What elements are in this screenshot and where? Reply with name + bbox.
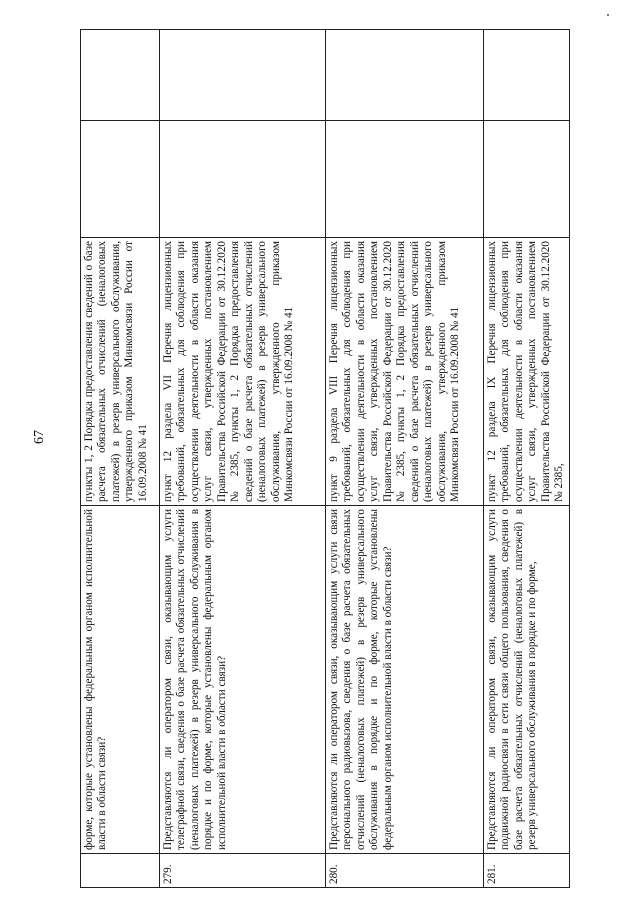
answer-cell xyxy=(160,121,326,238)
note-cell xyxy=(160,30,326,121)
answer-cell xyxy=(484,121,570,238)
page-number: 67 xyxy=(32,430,47,444)
note-cell xyxy=(326,30,484,121)
table-row xyxy=(81,30,160,888)
checklist-table xyxy=(80,29,570,888)
row-number: 281. xyxy=(484,854,570,888)
row-number xyxy=(81,854,160,888)
question-cell: Представляются ли оператором связи, оказывающим услуги телеграфной связи, сведения о базе расчета обязательных отчислений (неналоговых платежей) в резерв универсального обслуживания в порядке и по форме, которые установлены федеральным органом исполнительной власти в области связи? xyxy=(160,506,326,854)
row-number: 280. xyxy=(326,854,484,888)
question-cell: Представляются ли оператором связи, оказывающим услуги связи персонального радиовызова, сведения о базе расчета обязательных отчислений (неналоговых платежей) в резерв универсального обслуживания в порядке и по форме, которые установлены федеральным органом исполнительной власти в области связи? xyxy=(326,506,484,854)
scan-speck xyxy=(607,14,609,16)
row-number: 279. xyxy=(160,854,326,888)
table-row xyxy=(326,30,484,888)
reference-cell: пункт 12 раздела IX Перечня лицензионных требований, обязательных для соблюдения при осуществлении деятельности в области оказания услуг связи, утвержденных постановлением Правительства Российской Федерации от 30.12.2020 № 2385, xyxy=(484,238,570,506)
answer-cell xyxy=(81,121,160,238)
table-row xyxy=(160,30,326,888)
note-cell xyxy=(81,30,160,121)
answer-cell xyxy=(326,121,484,238)
question-cell: форме, которые установлены федеральным органом исполнительной власти в области связи? xyxy=(81,506,160,854)
table-row xyxy=(484,30,570,888)
question-cell: Представляются ли оператором связи, оказывающим услуги подвижной радиосвязи в сети связи общего пользования, сведения о базе расчета обязательных отчислений (неналоговых платежей) в резерв универсального обслуживания в порядке и по форме, xyxy=(484,506,570,854)
reference-cell: пункты 1, 2 Порядка предоставления сведений о базе расчета обязательных отчислений (неналоговых платежей) в резерв универсального обслуживания, утвержденного приказом Минкомсвязи России от 16.09.2008 № 41 xyxy=(81,238,160,506)
reference-cell: пункт 9 раздела VIII Перечня лицензионных требований, обязательных для соблюдения при осуществлении деятельности в области оказания услуг связи, утвержденных постановлением Правительства Российской Федерации от 30.12.2020 № 2385, пункты 1, 2 Порядка предоставления сведений о базе расчета обязательных отчислений (неналоговых платежей) в резерв универсального обслуживания, утвержденного приказом Минкомсвязи России от 16.09.2008 № 41 xyxy=(326,238,484,506)
reference-cell: пункт 12 раздела VII Перечня лицензионных требований, обязательных для соблюдения при осуществлении деятельности в области оказания услуг связи, утвержденных постановлением Правительства Российской Федерации от 30.12.2020 № 2385, пункты 1, 2 Порядка предоставления сведений о базе расчета обязательных отчислений (неналоговых платежей) в резерв универсального обслуживания, утвержденного приказом Минкомсвязи России от 16.09.2008 № 41 xyxy=(160,238,326,506)
note-cell xyxy=(484,30,570,121)
